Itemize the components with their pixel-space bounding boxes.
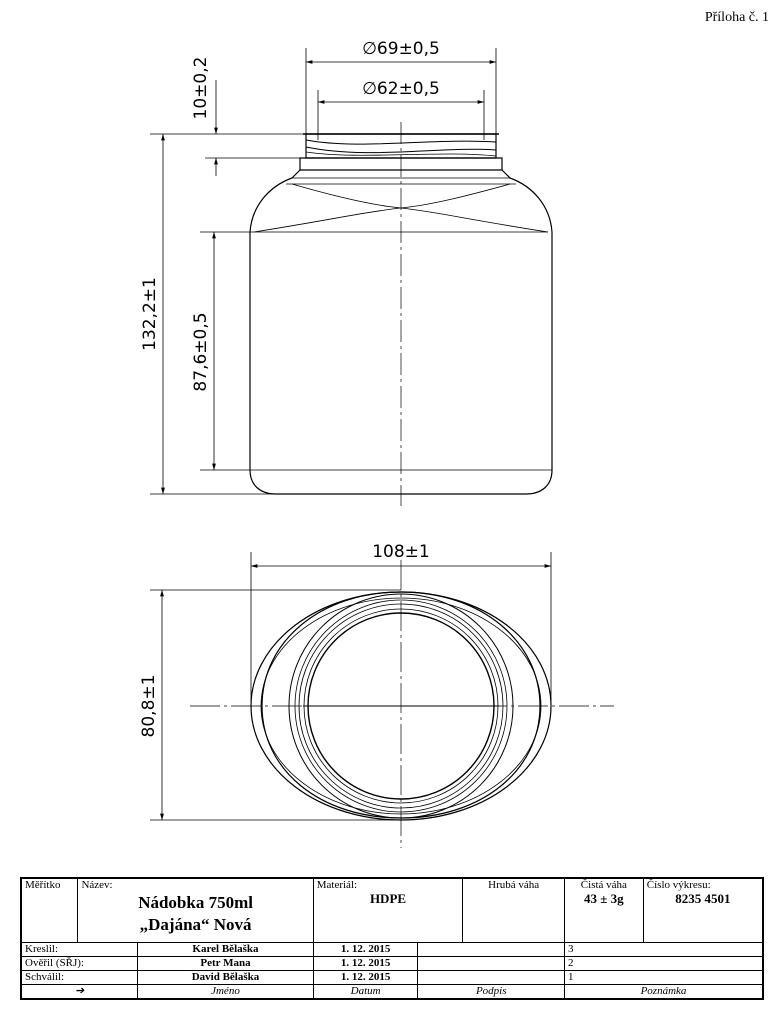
note-value: 1 xyxy=(564,970,763,984)
date-value: 1. 12. 2015 xyxy=(313,942,418,956)
footer-row xyxy=(21,984,763,999)
depth-label: 80,8±1 xyxy=(139,674,159,738)
outer-diameter-label: ∅69±0,5 xyxy=(362,39,440,59)
name-cell xyxy=(78,878,313,942)
drawing-no-cell xyxy=(643,878,763,942)
table-row xyxy=(21,956,763,970)
material-label: Materiál: xyxy=(316,879,358,891)
name-value: David Bělaška xyxy=(138,970,314,984)
name-value: Karel Bělaška xyxy=(138,942,314,956)
width-label: 108±1 xyxy=(372,542,430,562)
neck-height-label: 10±0,2 xyxy=(191,56,211,120)
role-cell: Schválil: xyxy=(21,970,138,984)
top-view-dimensions xyxy=(150,552,551,820)
material-cell xyxy=(313,878,463,942)
note-value: 3 xyxy=(564,942,763,956)
drawing-no-label: Číslo výkresu: xyxy=(646,879,711,891)
title-block xyxy=(20,877,764,1000)
role-cell: Ověřil (SŘJ): xyxy=(21,956,138,970)
side-view xyxy=(250,122,552,506)
attachment-label: Příloha č. 1 xyxy=(704,10,769,25)
top-view xyxy=(190,560,614,848)
footer-signature-label: Podpis xyxy=(418,984,565,999)
signature-cell xyxy=(418,942,565,956)
drawing-no-value: 8235 4501 xyxy=(675,891,731,906)
name-line2: „Dajána“ Nová xyxy=(139,915,252,934)
net-weight-value: 43 ± 3g xyxy=(584,891,624,906)
date-value: 1. 12. 2015 xyxy=(313,956,418,970)
total-height-label: 132,2±1 xyxy=(140,277,160,351)
label-height-label: 87,6±0,5 xyxy=(191,312,211,392)
footer-name-label: Jméno xyxy=(138,984,314,999)
net-weight-label: Čistá váha xyxy=(580,879,627,891)
name-line1: Nádobka 750ml xyxy=(138,893,253,912)
scale-cell xyxy=(21,878,78,942)
footer-date-label: Datum xyxy=(313,984,418,999)
name-label: Název: xyxy=(81,879,113,891)
role-cell: Kreslil: xyxy=(21,942,138,956)
gross-weight-cell xyxy=(463,878,565,942)
signature-cell xyxy=(418,970,565,984)
note-value: 2 xyxy=(564,956,763,970)
net-weight-cell xyxy=(564,878,643,942)
signature-cell xyxy=(418,956,565,970)
table-row xyxy=(21,942,763,956)
inner-diameter-label: ∅62±0,5 xyxy=(362,79,440,99)
arrow-icon: ➔ xyxy=(21,984,138,999)
name-value: Petr Mana xyxy=(138,956,314,970)
table-row xyxy=(21,970,763,984)
scale-label: Měřítko xyxy=(25,879,61,891)
gross-weight-label: Hrubá váha xyxy=(488,879,540,891)
footer-note-label: Poznámka xyxy=(564,984,763,999)
material-value: HDPE xyxy=(369,891,407,906)
date-value: 1. 12. 2015 xyxy=(313,970,418,984)
